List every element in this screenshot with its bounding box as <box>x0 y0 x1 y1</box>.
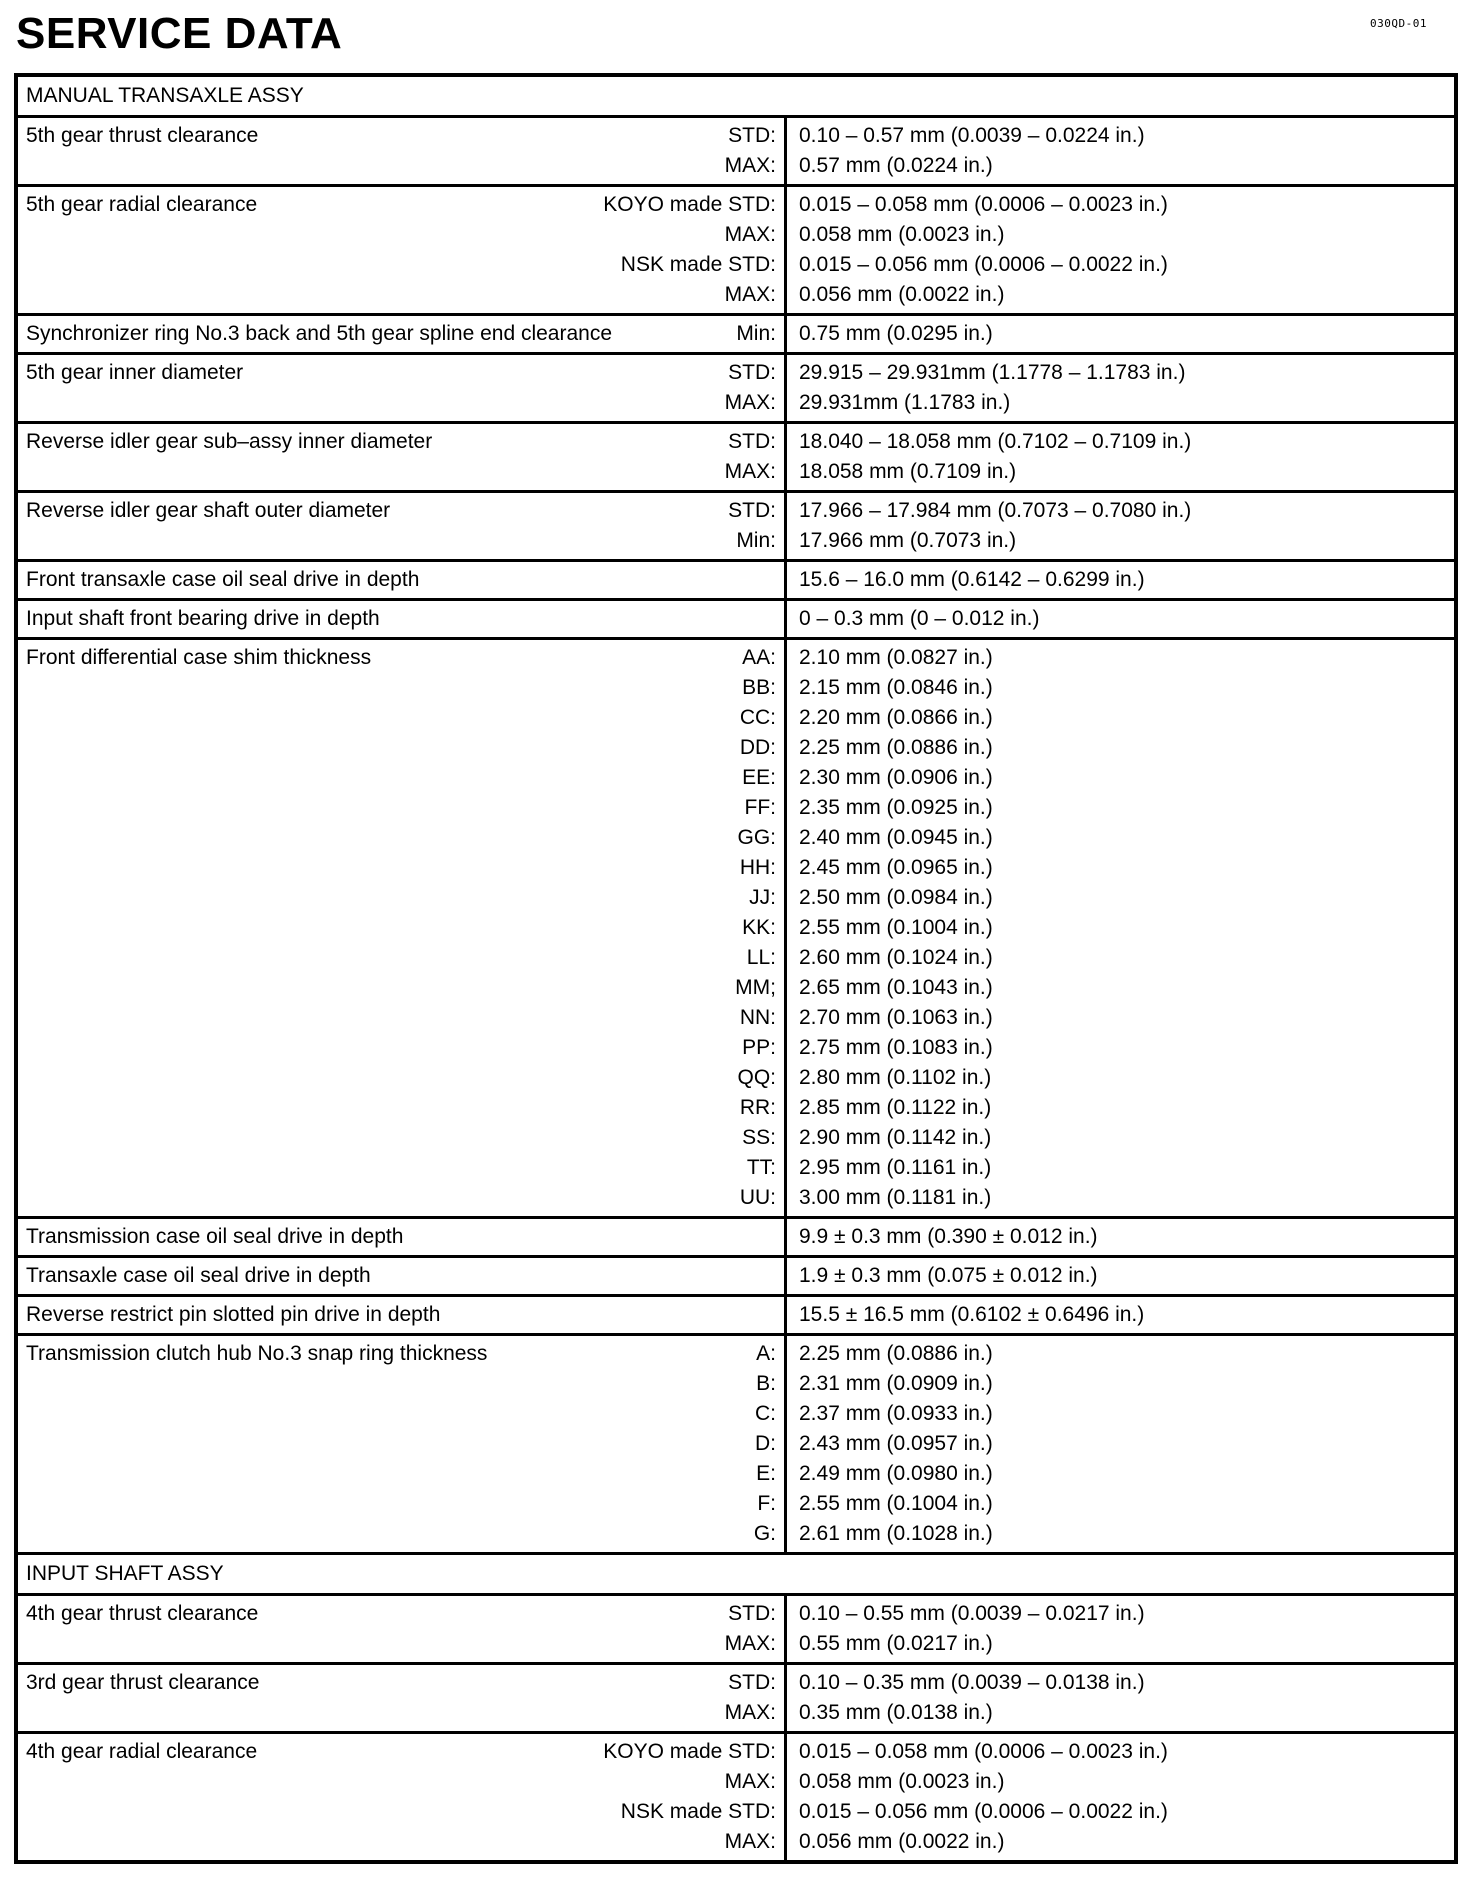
table-row <box>18 490 1454 559</box>
row-label: Transmission case oil seal drive in depth <box>26 1225 404 1248</box>
row-label: 4th gear radial clearance <box>26 1740 258 1763</box>
table-row <box>18 1216 1454 1255</box>
value-text: 2.55 mm (0.1004 in.) <box>799 1492 993 1515</box>
qualifier-label: GG: <box>737 826 776 849</box>
value-text: 2.10 mm (0.0827 in.) <box>799 646 993 669</box>
value-text: 2.37 mm (0.0933 in.) <box>799 1402 993 1425</box>
value-text: 2.85 mm (0.1122 in.) <box>799 1096 992 1119</box>
qualifier-label: STD: <box>728 499 776 522</box>
qualifier-label: MAX: <box>724 391 776 414</box>
value-text: 2.80 mm (0.1102 in.) <box>799 1066 992 1089</box>
value-cell <box>787 1258 1454 1294</box>
spec-cell <box>18 1336 787 1552</box>
value-text: 2.35 mm (0.0925 in.) <box>799 796 993 819</box>
spec-cell <box>18 1665 787 1731</box>
qualifier-column <box>18 1339 776 1549</box>
table-row <box>18 1593 1454 1662</box>
value-cell <box>787 118 1454 184</box>
spec-cell <box>18 1596 787 1662</box>
value-cell <box>787 1734 1454 1860</box>
qualifier-label: UU: <box>739 1186 776 1209</box>
row-label: Transmission clutch hub No.3 snap ring thickness <box>26 1342 488 1365</box>
spec-cell <box>18 562 787 598</box>
value-cell <box>787 355 1454 421</box>
value-text: 0.10 – 0.55 mm (0.0039 – 0.0217 in.) <box>799 1602 1145 1625</box>
qualifier-label: MAX: <box>724 1632 776 1655</box>
spec-cell <box>18 424 787 490</box>
qualifier-label: E: <box>756 1462 776 1485</box>
value-cell <box>787 562 1454 598</box>
spec-cell <box>18 1297 787 1333</box>
value-text: 17.966 mm (0.7073 in.) <box>799 529 1017 552</box>
value-text: 3.00 mm (0.1181 in.) <box>799 1186 992 1209</box>
table-row <box>18 1662 1454 1731</box>
qualifier-label: HH: <box>739 856 776 879</box>
value-text: 0.015 – 0.058 mm (0.0006 – 0.0023 in.) <box>799 193 1168 216</box>
row-label: 5th gear radial clearance <box>26 193 258 216</box>
row-label: Input shaft front bearing drive in depth <box>26 607 380 630</box>
qualifier-label: MM; <box>735 976 776 999</box>
qualifier-label: Min: <box>736 322 776 345</box>
row-label: Reverse idler gear sub–assy inner diameter <box>26 430 433 453</box>
qualifier-label: NSK made STD: <box>620 1800 776 1823</box>
table-row <box>18 1294 1454 1333</box>
value-text: 2.60 mm (0.1024 in.) <box>799 946 993 969</box>
value-text: 2.75 mm (0.1083 in.) <box>799 1036 993 1059</box>
value-text: 0.55 mm (0.0217 in.) <box>799 1632 993 1655</box>
spec-cell <box>18 187 787 313</box>
value-text: 29.931mm (1.1783 in.) <box>799 391 1011 414</box>
value-text: 18.058 mm (0.7109 in.) <box>799 460 1017 483</box>
table-row <box>18 1333 1454 1552</box>
value-text: 9.9 ± 0.3 mm (0.390 ± 0.012 in.) <box>799 1225 1098 1248</box>
qualifier-label: D: <box>755 1432 776 1455</box>
qualifier-label: JJ: <box>749 886 776 909</box>
qualifier-label: A: <box>756 1342 776 1365</box>
row-label: 4th gear thrust clearance <box>26 1602 259 1625</box>
row-label: Front differential case shim thickness <box>26 646 372 669</box>
qualifier-label: FF: <box>744 796 776 819</box>
value-text: 2.15 mm (0.0846 in.) <box>799 676 993 699</box>
table-row <box>18 1255 1454 1294</box>
table-row <box>18 637 1454 1216</box>
qualifier-label: MAX: <box>724 460 776 483</box>
qualifier-label: QQ: <box>737 1066 776 1089</box>
spec-cell <box>18 1734 787 1860</box>
value-text: 2.90 mm (0.1142 in.) <box>799 1126 992 1149</box>
section-header: MANUAL TRANSAXLE ASSY <box>26 84 304 107</box>
table-row <box>18 421 1454 490</box>
spec-cell <box>18 493 787 559</box>
value-text: 2.55 mm (0.1004 in.) <box>799 916 993 939</box>
value-text: 2.95 mm (0.1161 in.) <box>799 1156 992 1179</box>
value-text: 0.015 – 0.058 mm (0.0006 – 0.0023 in.) <box>799 1740 1168 1763</box>
qualifier-label: MAX: <box>724 1701 776 1724</box>
qualifier-label: C: <box>755 1402 776 1425</box>
qualifier-label: Min: <box>736 529 776 552</box>
qualifier-label: MAX: <box>724 1770 776 1793</box>
qualifier-label: STD: <box>728 361 776 384</box>
spec-cell <box>18 118 787 184</box>
row-label: 5th gear inner diameter <box>26 361 244 384</box>
table-row <box>18 559 1454 598</box>
spec-cell <box>18 355 787 421</box>
value-cell <box>787 601 1454 637</box>
row-label: Transaxle case oil seal drive in depth <box>26 1264 371 1287</box>
value-cell <box>787 493 1454 559</box>
qualifier-label: RR: <box>739 1096 776 1119</box>
value-text: 0.10 – 0.35 mm (0.0039 – 0.0138 in.) <box>799 1671 1145 1694</box>
row-label: Reverse restrict pin slotted pin drive in depth <box>26 1303 441 1326</box>
table-row <box>18 184 1454 313</box>
value-text: 0.015 – 0.056 mm (0.0006 – 0.0022 in.) <box>799 1800 1168 1823</box>
table-row <box>18 313 1454 352</box>
value-text: 2.30 mm (0.0906 in.) <box>799 766 993 789</box>
qualifier-label: CC: <box>739 706 776 729</box>
value-text: 0 – 0.3 mm (0 – 0.012 in.) <box>799 607 1040 630</box>
qualifier-label: TT: <box>746 1156 776 1179</box>
value-cell <box>787 1219 1454 1255</box>
value-text: 2.50 mm (0.0984 in.) <box>799 886 993 909</box>
value-text: 2.45 mm (0.0965 in.) <box>799 856 993 879</box>
value-text: 0.57 mm (0.0224 in.) <box>799 154 993 177</box>
spec-cell <box>18 1258 787 1294</box>
section-header: INPUT SHAFT ASSY <box>18 1552 1454 1593</box>
qualifier-label: STD: <box>728 124 776 147</box>
qualifier-label: BB: <box>742 676 776 699</box>
row-label: 3rd gear thrust clearance <box>26 1671 260 1694</box>
row-label: Front transaxle case oil seal drive in depth <box>26 568 420 591</box>
qualifier-label: KOYO made STD: <box>603 193 776 216</box>
value-cell <box>787 316 1454 352</box>
doc-code: 030QD-01 <box>1370 17 1427 30</box>
value-text: 0.058 mm (0.0023 in.) <box>799 1770 1005 1793</box>
row-label: 5th gear thrust clearance <box>26 124 259 147</box>
row-label: Synchronizer ring No.3 back and 5th gear spline end clearance <box>26 322 613 345</box>
table-row <box>18 352 1454 421</box>
value-text: 17.966 – 17.984 mm (0.7073 – 0.7080 in.) <box>799 499 1192 522</box>
qualifier-label: F: <box>757 1492 776 1515</box>
qualifier-label: MAX: <box>724 154 776 177</box>
qualifier-label: SS: <box>742 1126 776 1149</box>
qualifier-label: G: <box>753 1522 776 1545</box>
value-text: 0.056 mm (0.0022 in.) <box>799 283 1005 306</box>
value-cell <box>787 1297 1454 1333</box>
value-text: 2.49 mm (0.0980 in.) <box>799 1462 993 1485</box>
value-text: 2.43 mm (0.0957 in.) <box>799 1432 993 1455</box>
value-text: 2.31 mm (0.0909 in.) <box>799 1372 993 1395</box>
qualifier-label: STD: <box>728 430 776 453</box>
qualifier-label: DD: <box>739 736 776 759</box>
value-cell <box>787 424 1454 490</box>
value-text: 15.5 ± 16.5 mm (0.6102 ± 0.6496 in.) <box>799 1303 1145 1326</box>
table-row <box>18 598 1454 637</box>
value-text: 0.058 mm (0.0023 in.) <box>799 223 1005 246</box>
spec-cell <box>18 601 787 637</box>
value-text: 2.61 mm (0.1028 in.) <box>799 1522 993 1545</box>
table-row <box>18 1731 1454 1860</box>
qualifier-label: B: <box>756 1372 776 1395</box>
qualifier-label: NN: <box>739 1006 776 1029</box>
value-text: 2.40 mm (0.0945 in.) <box>799 826 993 849</box>
value-text: 2.25 mm (0.0886 in.) <box>799 736 993 759</box>
value-cell <box>787 640 1454 1216</box>
value-text: 0.75 mm (0.0295 in.) <box>799 322 993 345</box>
value-text: 0.056 mm (0.0022 in.) <box>799 1830 1005 1853</box>
spec-cell <box>18 640 787 1216</box>
row-label: Reverse idler gear shaft outer diameter <box>26 499 391 522</box>
value-text: 29.915 – 29.931mm (1.1778 – 1.1783 in.) <box>799 361 1186 384</box>
spec-cell <box>18 1219 787 1255</box>
value-text: 2.20 mm (0.0866 in.) <box>799 706 993 729</box>
value-cell <box>787 1336 1454 1552</box>
qualifier-label: NSK made STD: <box>620 253 776 276</box>
qualifier-label: PP: <box>742 1036 776 1059</box>
qualifier-label: LL: <box>746 946 776 969</box>
qualifier-label: MAX: <box>724 223 776 246</box>
value-text: 2.70 mm (0.1063 in.) <box>799 1006 993 1029</box>
value-cell <box>787 1665 1454 1731</box>
qualifier-label: STD: <box>728 1602 776 1625</box>
value-text: 2.25 mm (0.0886 in.) <box>799 1342 993 1365</box>
value-text: 1.9 ± 0.3 mm (0.075 ± 0.012 in.) <box>799 1264 1098 1287</box>
spec-cell <box>18 316 787 352</box>
page-title: SERVICE DATA <box>16 9 343 58</box>
value-text: 2.65 mm (0.1043 in.) <box>799 976 993 999</box>
value-text: 18.040 – 18.058 mm (0.7102 – 0.7109 in.) <box>799 430 1192 453</box>
qualifier-column <box>18 643 776 1213</box>
qualifier-label: STD: <box>728 1671 776 1694</box>
qualifier-label: EE: <box>742 766 776 789</box>
qualifier-label: MAX: <box>724 1830 776 1853</box>
qualifier-label: AA: <box>742 646 776 669</box>
table-row <box>18 115 1454 184</box>
value-text: 0.015 – 0.056 mm (0.0006 – 0.0022 in.) <box>799 253 1168 276</box>
qualifier-label: MAX: <box>724 283 776 306</box>
service-data-table <box>14 73 1458 1864</box>
value-text: 15.6 – 16.0 mm (0.6142 – 0.6299 in.) <box>799 568 1145 591</box>
value-cell <box>787 187 1454 313</box>
qualifier-label: KK: <box>742 916 776 939</box>
value-text: 0.35 mm (0.0138 in.) <box>799 1701 993 1724</box>
qualifier-label: KOYO made STD: <box>603 1740 776 1763</box>
value-text: 0.10 – 0.57 mm (0.0039 – 0.0224 in.) <box>799 124 1145 147</box>
value-cell <box>787 1596 1454 1662</box>
